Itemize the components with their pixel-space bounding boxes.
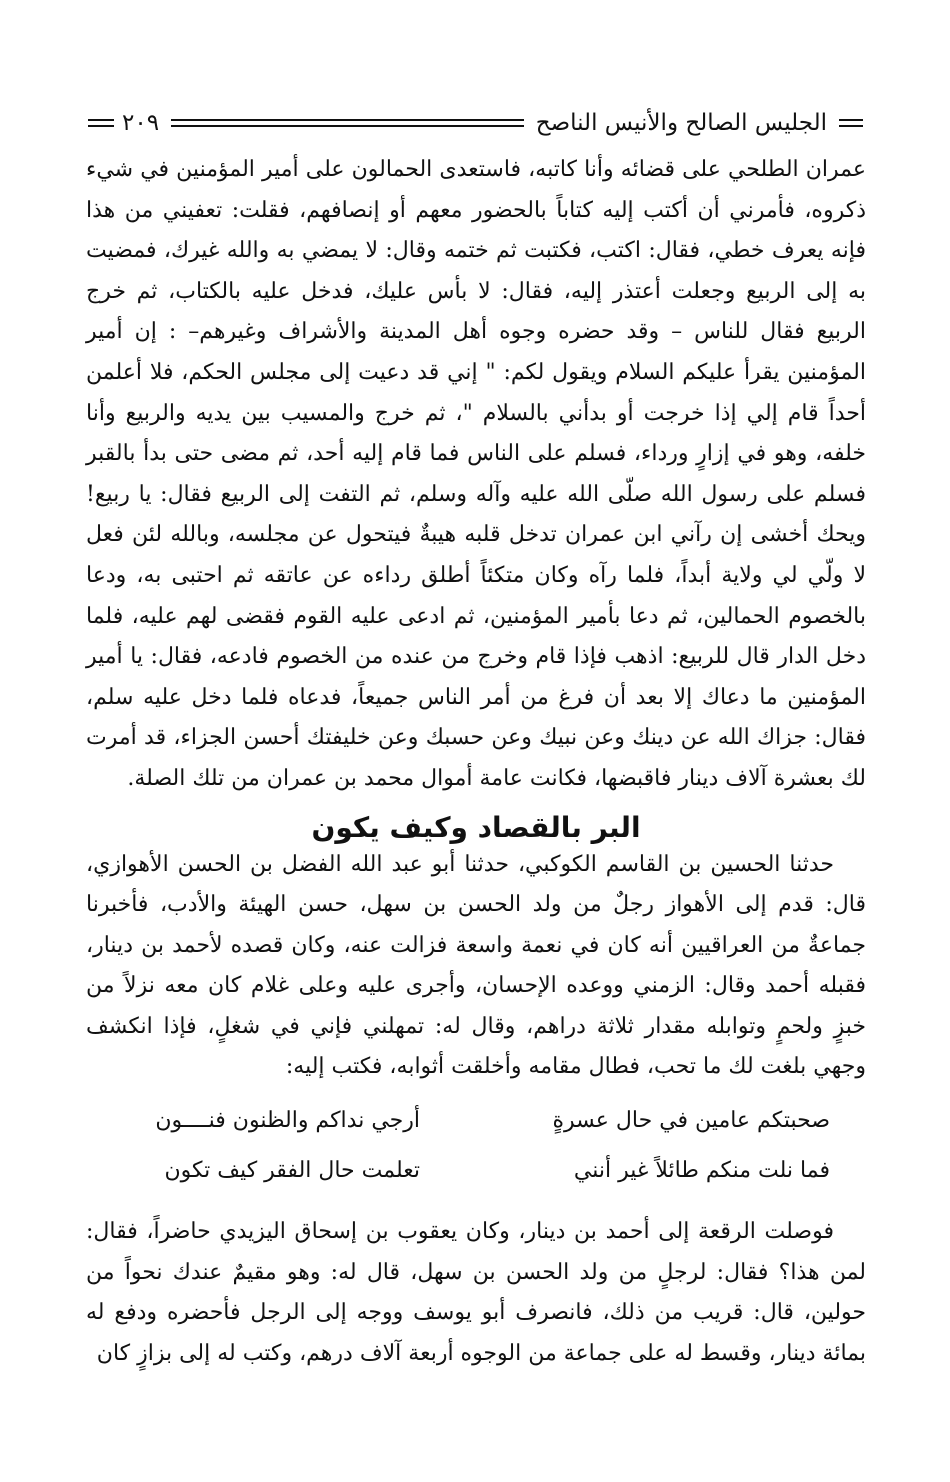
header-rule-middle [171, 119, 524, 127]
passage-continued [86, 150, 866, 800]
header-rule-left [88, 119, 114, 127]
page-header [88, 106, 863, 140]
section-heading: البر بالقصاد وكيف يكون [311, 811, 641, 844]
passage-paragraph: عمران الطلحي على قضائه وأنا كاتبه، فاستعدى الحمالون على أمير المؤمنين في شيء ذكروه، فأمرني أن أكتب إليه كتاباً بالحضور معهم أو إنصافهم، فقلت: تعفيني من هذا فإنه يعرف خطي، فقال: اكتب، فكتبت ثم ختمه وقال: لا يمضي به والله غيرك، فمضيت به إلى الربيع وجعلت أعتذر إليه، فقال: لا بأس عليك، فدخل عليه بالكتاب، ثم خرج الربيع فقال للناس – وقد حضره وجوه أهل المدينة والأشراف وغيرهم– : إن أمير المؤمنين يقرأ عليكم السلام ويقول لكم: " إني قد دعيت إلى مجلس الحكم، فلا أعلمن أحداً قام إلي إذا خرجت أو بدأني بالسلام "، ثم خرج والمسيب بين يديه والربيع وأنا خلفه، وهو في إزارٍ ورداء، فسلم على الناس فما قام إليه أحد، ثم مضى حتى بدأ بالقبر فسلم على رسول الله صلّى الله عليه وآله وسلم، ثم التفت إلى الربيع فقال: يا ربيع! ويحك أخشى إن رآني ابن عمران تدخل قلبه هيبةٌ فيتحول عن مجلسه، وبالله لئن فعل لا ولّي لي ولاية أبداً، فلما رآه وكان متكئاً أطلق رداءه عن عاتقه ثم احتبى به، ودعا بالخصوم الحمالين، ثم دعا بأمير المؤمنين، ثم ادعى عليه القوم فقضى لهم عليه، فلما دخل الدار قال للربيع: اذهب فإذا قام وخرج من عنده من الخصوم فادعه، فقال: يا أمير المؤمنين ما دعاك إلا بعد أن فرغ من أمر الناس جميعاً، فدعاه فلما دخل عليه سلم، فقال: جزاك الله عن دينك وعن نبيك وعن حسبك وعن خليفتك أحسن الجزاء، قد أمرت لك بعشرة آلاف دينار فاقبضها، فكانت عامة أموال محمد بن عمران من تلك الصلة. [86, 157, 867, 791]
poem-hemistich-first: فما نلت منكم طائلاً غير أنني [573, 1158, 830, 1183]
poem-hemistich-second: تعلمت حال الفقر كيف تكون [164, 1158, 420, 1183]
section-body-1 [86, 845, 866, 1087]
running-title: الجليس الصالح والأنيس الناصح [535, 110, 827, 136]
page-number: ٢٠٩ [122, 110, 160, 136]
poem [130, 1104, 830, 1204]
section-paragraph-2: فوصلت الرقعة إلى أحمد بن دينار، وكان يعقوب بن إسحاق اليزيدي حاضراً، فقال: لمن هذا؟ فقال: لرجلٍ من ولد الحسن بن سهل، قال له: وهو مقيمٌ عندك نحواً من حولين، قال: قريب من ذلك، فانصرف أبو يوسف ووجه إلى الرجل فأحضره ودفع له بمائة دينار، وقسط له على جماعة من الوجوه أربعة آلاف درهم، وكتب له إلى بزازٍ كان [86, 1219, 866, 1366]
section-body-2 [86, 1212, 866, 1374]
header-rule-right [839, 119, 863, 127]
section-paragraph-1: حدثنا الحسين بن القاسم الكوكبي، حدثنا أبو عبد الله الفضل بن الحسن الأهوازي، قال: قدم إلى الأهواز رجلٌ من ولد الحسن بن سهل، حسن الهيئة والأدب، فأخبرنا جماعةٌ من العراقيين أنه كان في نعمة واسعة فزالت عنه، وكان قصده لأحمد بن دينار، فقبله أحمد وقال: الزمني ووعده الإحسان، وأجرى عليه وعلى غلام كان معه نزلاً من خبزٍ ولحمٍ وتوابله مقدار ثلاثة دراهم، وقال له: تمهلني فإني في شغلٍ، فإذا انكشف وجهي بلغت لك ما تحب، فطال مقامه وأخلقت أثوابه، فكتب إليه: [86, 852, 866, 1080]
poem-verse [130, 1104, 830, 1154]
poem-hemistich-second: أرجي نداكم والظنون فنــــون [155, 1108, 420, 1133]
poem-verse [130, 1154, 830, 1204]
poem-hemistich-first: صحبتكم عامين في حال عسرةٍ [552, 1108, 830, 1133]
